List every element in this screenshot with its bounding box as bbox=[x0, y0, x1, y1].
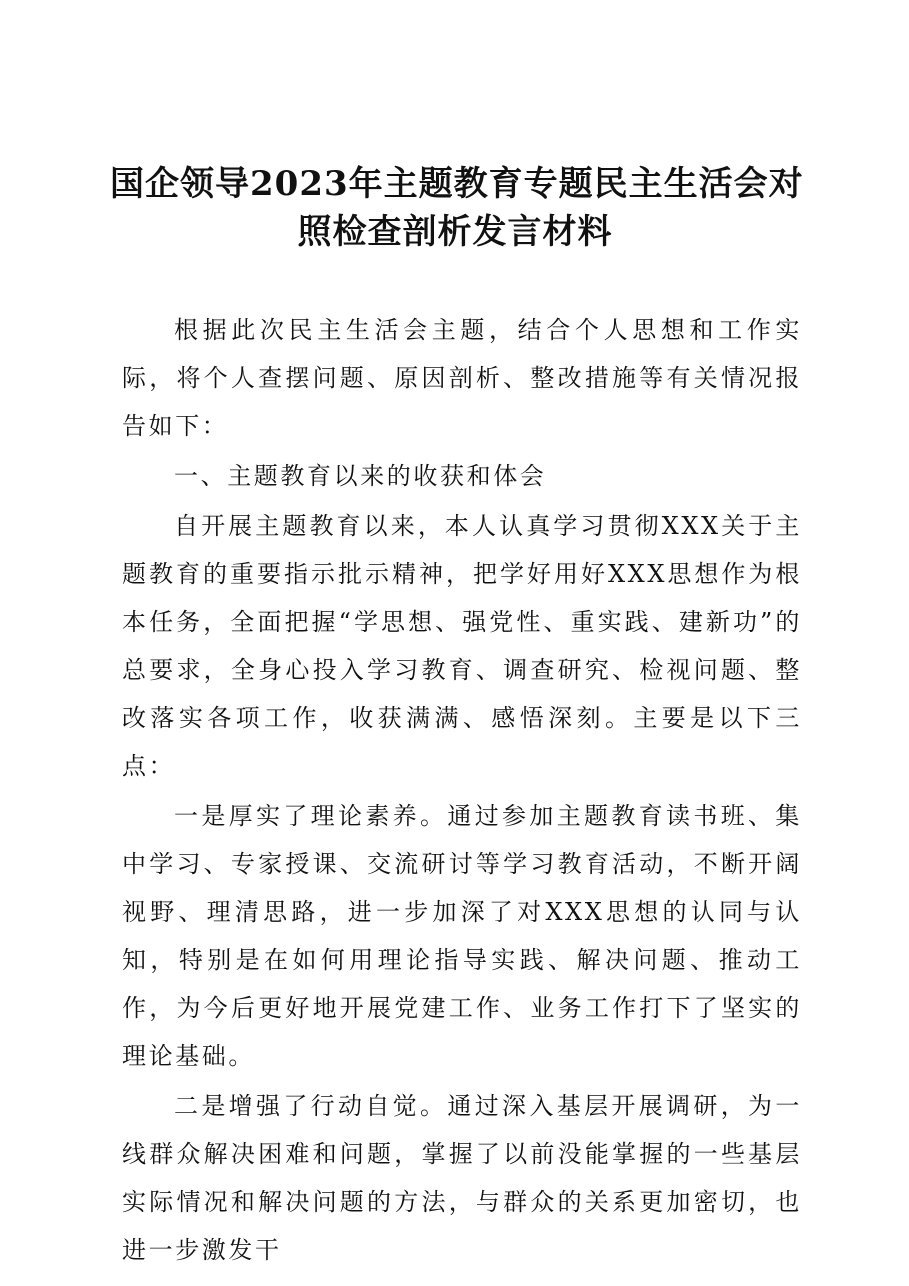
document-body bbox=[122, 306, 802, 1276]
body-paragraph: 一是厚实了理论素养。通过参加主题教育读书班、集中学习、专家授课、交流研讨等学习教育活动，不断开阔视野、理清思路，进一步加深了对XXX思想的认同与认知，特别是在如何用理论指导实践、解决问题、推动工作，为今后更好地开展党建工作、业务工作打下了坚实的理论基础。 bbox=[122, 802, 802, 1070]
title-line-2: 照检查剖析发言材料 bbox=[297, 212, 613, 252]
body-paragraph: 自开展主题教育以来，本人认真学习贯彻XXX关于主题教育的重要指示批示精神，把学好用好XXX思想作为根本任务，全面把握“学思想、强党性、重实践、建新功”的总要求，全身心投入学习教育、调查研究、检视问题、整改落实各项工作，收获满满、感悟深刻。主要是以下三点： bbox=[122, 512, 802, 780]
document-title bbox=[110, 160, 804, 256]
body-paragraph: 二是增强了行动自觉。通过深入基层开展调研，为一线群众解决困难和问题，掌握了以前没能掌握的一些基层实际情况和解决问题的方法，与群众的关系更加密切，也进一步激发干 bbox=[122, 1092, 802, 1264]
title-line-1: 国企领导2023年主题教育专题民主生活会对 bbox=[110, 164, 804, 204]
section-heading: 一、主题教育以来的收获和体会 bbox=[174, 462, 547, 490]
intro-paragraph: 根据此次民主生活会主题，结合个人思想和工作实际，将个人查摆问题、原因剖析、整改措施等有关情况报告如下： bbox=[122, 316, 802, 440]
